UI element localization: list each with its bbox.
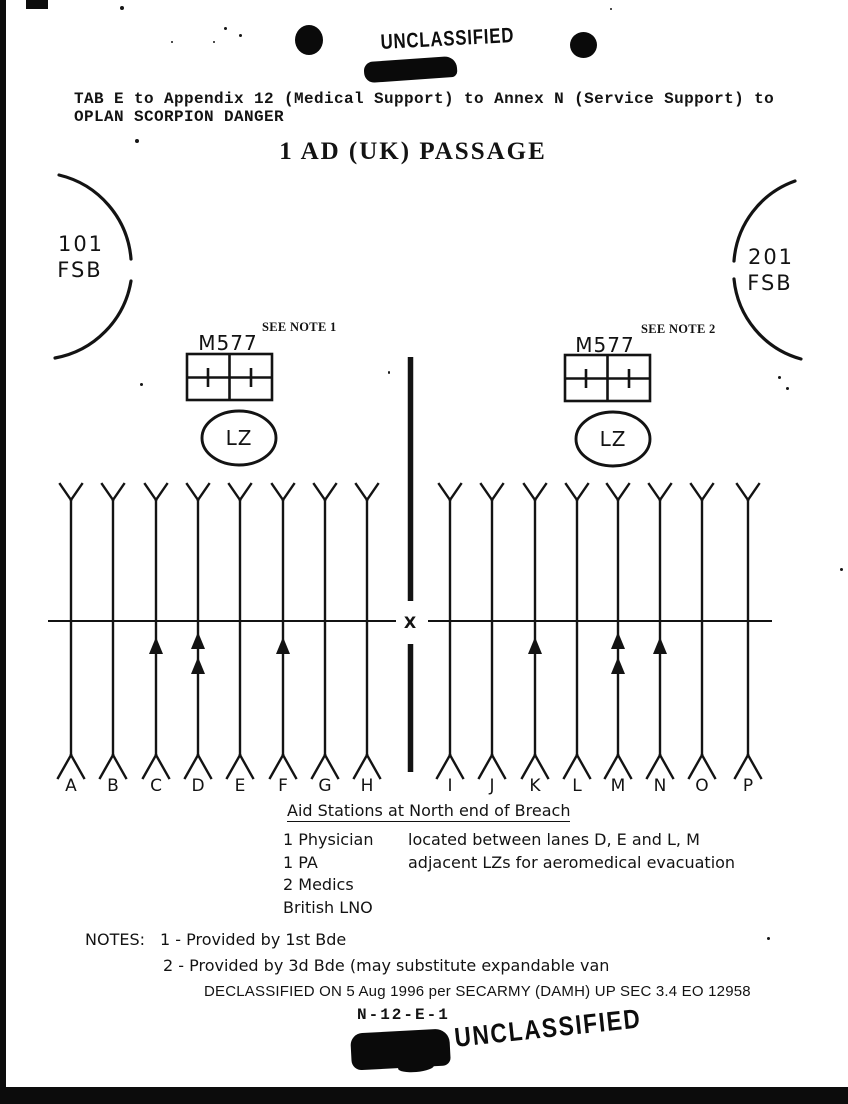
lane-bottom-fork xyxy=(227,755,253,778)
left-fsb-type: FSB xyxy=(57,258,103,282)
breach-lane-K xyxy=(522,484,548,796)
lane-bottom-fork xyxy=(689,755,715,778)
right-m577-symbol xyxy=(565,322,716,401)
lane-bottom-fork xyxy=(647,755,673,778)
breach-lane-F xyxy=(270,484,296,796)
center-marker: X xyxy=(403,613,417,632)
left-m577-note-ref: SEE NOTE 1 xyxy=(262,320,337,334)
lane-letter: J xyxy=(489,776,495,796)
lane-bottom-fork xyxy=(185,755,211,778)
classification-stamp-bottom: UNCLASSIFIED xyxy=(453,1003,643,1053)
lane-top-fork xyxy=(649,484,671,500)
lane-bottom-fork xyxy=(143,755,169,778)
breach-lane-N xyxy=(647,484,673,796)
lane-letter: C xyxy=(150,776,162,796)
page-title: 1 AD (UK) PASSAGE xyxy=(279,138,547,165)
breach-lane-H xyxy=(354,484,380,796)
breach-lane-I xyxy=(437,484,463,796)
lane-top-fork xyxy=(314,484,336,500)
staff-item: 1 Physician xyxy=(283,830,374,849)
page-number: N-12-E-1 xyxy=(357,1006,450,1024)
breach-lane-D xyxy=(185,484,211,796)
lane-top-fork xyxy=(187,484,209,500)
note-item-1: 1 - Provided by 1st Bde xyxy=(160,930,347,949)
lanes-left-group xyxy=(58,484,380,796)
right-lz-symbol xyxy=(576,412,650,466)
breach-lane-O xyxy=(689,484,715,796)
lane-letter: L xyxy=(572,776,582,796)
direction-arrow-icon xyxy=(191,657,205,674)
left-m577-symbol xyxy=(187,320,337,400)
aid-stations-staff xyxy=(283,829,374,919)
breach-lane-M xyxy=(605,484,631,796)
lane-letter: E xyxy=(234,776,246,796)
lane-letter: O xyxy=(695,776,709,796)
direction-arrow-icon xyxy=(528,637,542,654)
lane-letter: F xyxy=(278,776,288,796)
header-line2: OPLAN SCORPION DANGER xyxy=(74,108,285,126)
lane-bottom-fork xyxy=(437,755,463,778)
lane-bottom-fork xyxy=(605,755,631,778)
lane-bottom-fork xyxy=(312,755,338,778)
lane-letter: A xyxy=(65,776,77,796)
direction-arrow-icon xyxy=(611,632,625,649)
aid-stations-heading: Aid Stations at North end of Breach xyxy=(287,801,571,820)
direction-arrow-icon xyxy=(191,632,205,649)
right-m577-label: M577 xyxy=(575,333,635,357)
breach-lane-B xyxy=(100,484,126,796)
left-m577-label: M577 xyxy=(198,331,258,355)
lane-top-fork xyxy=(229,484,251,500)
right-fsb-type: FSB xyxy=(747,271,793,295)
breach-lane-A xyxy=(58,484,84,796)
lane-top-fork xyxy=(145,484,167,500)
declassification-line: DECLASSIFIED ON 5 Aug 1996 per SECARMY (DAMH) UP SEC 3.4 EO 12958 xyxy=(204,983,751,1000)
left-fsb-number: 101 xyxy=(57,232,105,256)
lane-bottom-fork xyxy=(100,755,126,778)
notes-label: NOTES: xyxy=(85,930,145,949)
lane-top-fork xyxy=(102,484,124,500)
direction-arrow-icon xyxy=(276,637,290,654)
direction-arrow-icon xyxy=(149,637,163,654)
breach-lane-J xyxy=(479,484,505,796)
lane-letter: H xyxy=(360,776,374,796)
breach-lane-P xyxy=(735,484,761,796)
direction-arrow-icon xyxy=(653,637,667,654)
right-lz-label: LZ xyxy=(599,427,627,451)
detail-line: adjacent LZs for aeromedical evacuation xyxy=(408,852,736,872)
right-m577-note-ref: SEE NOTE 2 xyxy=(641,322,716,336)
lane-letter: I xyxy=(447,776,453,796)
lane-letter: P xyxy=(742,776,754,796)
lane-bottom-fork xyxy=(354,755,380,778)
lane-bottom-fork xyxy=(58,755,84,778)
classification-stamp-top: UNCLASSIFIED xyxy=(380,24,515,54)
breach-lane-L xyxy=(564,484,590,796)
lane-bottom-fork xyxy=(735,755,761,778)
lane-letter: K xyxy=(529,776,541,796)
lane-top-fork xyxy=(481,484,503,500)
lane-top-fork xyxy=(439,484,461,500)
right-fsb-number: 201 xyxy=(747,245,795,269)
lane-top-fork xyxy=(691,484,713,500)
lane-letter: M xyxy=(610,776,626,796)
detail-line: located between lanes D, E and L, M xyxy=(408,830,700,849)
right-fsb-symbol xyxy=(734,181,801,359)
left-fsb-symbol xyxy=(55,175,131,358)
left-lz-symbol xyxy=(202,411,276,465)
note-item-2: 2 - Provided by 3d Bde (may substitute expandable van xyxy=(163,956,610,975)
staff-item: British LNO xyxy=(283,897,373,917)
breach-lane-G xyxy=(312,484,338,796)
lane-letter: B xyxy=(107,776,119,796)
lane-bottom-fork xyxy=(564,755,590,778)
lane-top-fork xyxy=(356,484,378,500)
lane-top-fork xyxy=(737,484,759,500)
staff-item: 2 Medics xyxy=(283,875,354,894)
lane-top-fork xyxy=(566,484,588,500)
left-lz-label: LZ xyxy=(225,426,253,450)
lane-letter: G xyxy=(318,776,332,796)
breach-lane-E xyxy=(227,484,253,796)
lane-letter: N xyxy=(653,776,667,796)
lane-letter: D xyxy=(191,776,205,796)
lanes-right-group xyxy=(437,484,761,796)
lane-bottom-fork xyxy=(522,755,548,778)
aid-stations-details xyxy=(408,829,735,874)
lane-top-fork xyxy=(607,484,629,500)
lane-top-fork xyxy=(60,484,82,500)
lane-top-fork xyxy=(524,484,546,500)
direction-arrow-icon xyxy=(611,657,625,674)
lane-bottom-fork xyxy=(479,755,505,778)
lane-top-fork xyxy=(272,484,294,500)
lane-bottom-fork xyxy=(270,755,296,778)
breach-lane-C xyxy=(143,484,169,796)
header-line1: TAB E to Appendix 12 (Medical Support) to Annex N (Service Support) to xyxy=(74,90,775,108)
staff-item: 1 PA xyxy=(283,852,318,872)
